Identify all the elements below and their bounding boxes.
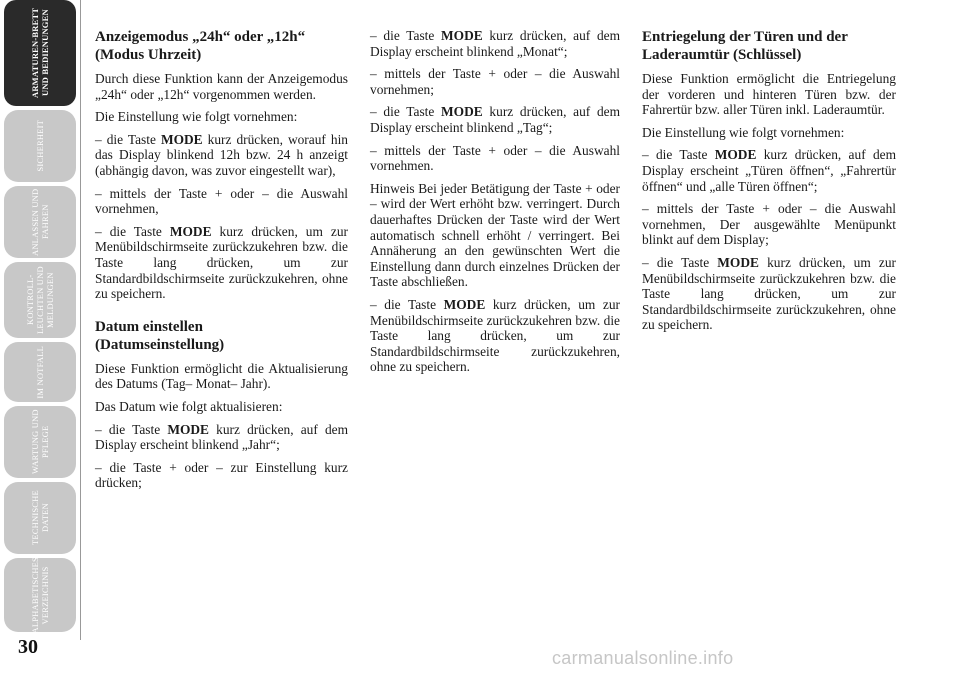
- step-text: kurz drücken, auf dem Display erscheint blinkend „Monat“;: [370, 28, 621, 59]
- step-text: kurz drücken, um zur Menübildschirmseite zurückzukehren bzw. die Taste lang drücken, um zur Standardbildschirmseite zurückzukehren, ohne zu speichern.: [642, 254, 896, 333]
- step-paragraph: [95, 224, 348, 302]
- heading-datum-line2: (Datumseinstellung): [95, 336, 225, 353]
- step-paragraph: [95, 422, 348, 453]
- paragraph: – mittels der Taste + oder – die Auswahl vornehmen, Der ausgewählte Menüpunkt blinkt auf dem Display;: [642, 201, 896, 248]
- step-text: kurz drücken, um zur Menübildschirmseite zurückzukehren bzw. die Taste lang drücken, um zur Standardbildschirmseite zurückzukehren, ohne zu speichern.: [370, 296, 621, 375]
- mode-key-label: MODE: [160, 131, 203, 147]
- tab-armaturenbrett[interactable]: [4, 0, 76, 106]
- heading-anzeigemodus-line2: (Modus Uhrzeit): [95, 47, 202, 63]
- paragraph: Diese Funktion ermöglicht die Aktualisierung des Datums (Tag– Monat– Jahr).: [95, 360, 348, 392]
- step-paragraph: [642, 255, 896, 333]
- tab-im-notfall-label: IM NOTFALL: [35, 345, 45, 399]
- paragraph: Diese Funktion ermöglicht die Entriegelung der vorderen und hinteren Türen bzw. der Fahrertür bzw. aller Türen inkl. Laderaumtür.: [642, 71, 896, 118]
- tab-technische-daten[interactable]: [4, 482, 76, 554]
- step-prefix: – die Taste: [95, 131, 161, 147]
- heading-datum: [95, 318, 348, 354]
- tab-anlassen[interactable]: [4, 186, 76, 258]
- paragraph: Die Einstellung wie folgt vornehmen:: [642, 124, 845, 140]
- heading-anzeigemodus-line1: Anzeigemodus „24h“ oder „12h“: [95, 29, 306, 45]
- mode-key-label: MODE: [169, 223, 212, 239]
- tab-sicherheit[interactable]: [4, 110, 76, 182]
- tab-wartung-label: WARTUNG UND PFLEGE: [30, 409, 50, 475]
- column-1: [95, 28, 348, 498]
- step-paragraph: [370, 28, 620, 59]
- step-text: kurz drücken, auf dem Display erscheint „Türen öffnen“, „Fahrertür öffnen“ und „alle Türen öffnen“;: [642, 147, 896, 194]
- step-text: kurz drücken, um zur Menübildschirmseite zurückzukehren bzw. die Taste lang drücken, um zur Standardbildschirmseite zurückzukehren, ohne zu speichern.: [95, 223, 348, 302]
- note-paragraph: Hinweis Bei jeder Betätigung der Taste + oder – wird der Wert erhöht bzw. verringert. Durch dauerhaftes Drücken der Taste wird der Wert automatisch schnell erhöht / verringert. Bei Annäherung an den gewünschten Wert die Einstellung dann durch einzelnes Drücken der Taste abschließen.: [370, 180, 620, 290]
- heading-datum-line1: Datum einstellen: [95, 318, 203, 335]
- step-paragraph: [370, 104, 620, 135]
- mode-key-label: MODE: [167, 421, 209, 437]
- paragraph: Durch diese Funktion kann der Anzeigemodus „24h“ oder „12h“ vorgenommen werden.: [95, 71, 348, 102]
- tab-verzeichnis[interactable]: [4, 558, 76, 632]
- mode-key-label: MODE: [441, 28, 483, 43]
- heading-anzeigemodus: [95, 28, 348, 64]
- step-prefix: – die Taste: [95, 421, 168, 437]
- chapter-tab-rail: [0, 0, 80, 677]
- heading-entriegelung: [642, 28, 896, 64]
- column-3: [642, 28, 896, 340]
- paragraph: – mittels der Taste + oder – die Auswahl vornehmen,: [95, 185, 348, 217]
- step-prefix: – die Taste: [370, 296, 444, 312]
- tab-sicherheit-label: SICHERHEIT: [35, 120, 45, 172]
- step-prefix: – die Taste: [95, 223, 170, 239]
- step-paragraph: [642, 147, 896, 194]
- step-paragraph: [95, 132, 348, 179]
- mode-key-label: MODE: [714, 147, 757, 163]
- step-text: kurz drücken, auf dem Display erscheint blinkend „Tag“;: [370, 104, 621, 135]
- tab-technische-daten-label: TECHNISCHE DATEN: [30, 490, 50, 546]
- tab-verzeichnis-label: ALPHABETISCHES VERZEICHNIS: [30, 556, 50, 634]
- heading-entriegelung-line1: Entriegelung der Türen und der: [642, 29, 848, 45]
- tab-anlassen-label: ANLASSEN UND FAHREN: [30, 188, 50, 256]
- step-prefix: – die Taste: [642, 254, 718, 270]
- step-text: kurz drücken, worauf hin das Display blinkend 12h bzw. 24 h anzeigt (abhängig davon, was zuvor eingestellt war),: [95, 131, 348, 178]
- step-prefix: – die Taste: [642, 147, 715, 163]
- tab-im-notfall[interactable]: [4, 342, 76, 402]
- mode-key-label: MODE: [441, 104, 483, 120]
- step-prefix: – die Taste: [370, 28, 442, 43]
- mode-key-label: MODE: [443, 296, 486, 312]
- step-paragraph: [370, 297, 620, 375]
- page-number: 30: [18, 636, 38, 658]
- watermark: carmanualsonline.info: [552, 648, 734, 668]
- mode-key-label: MODE: [717, 254, 759, 270]
- paragraph: – mittels der Taste + oder – die Auswahl vornehmen;: [370, 66, 620, 97]
- paragraph: Die Einstellung wie folgt vornehmen:: [95, 109, 298, 125]
- tab-kontrollleuchten-label: KONTROLL-LEUCHTEN UND MELDUNGEN: [25, 266, 55, 334]
- step-prefix: – die Taste: [370, 104, 442, 120]
- step-text: kurz drücken, auf dem Display erscheint blinkend „Jahr“;: [95, 421, 349, 453]
- tab-kontrollleuchten[interactable]: [4, 262, 76, 338]
- heading-entriegelung-line2: Laderaumtür (Schlüssel): [642, 47, 802, 63]
- rail-divider: [80, 0, 81, 640]
- paragraph: Das Datum wie folgt aktualisieren:: [95, 398, 283, 414]
- tab-armaturenbrett-label: ARMATUREN-BRETT UND BEDIENUNGEN: [30, 7, 50, 99]
- paragraph: – mittels der Taste + oder – die Auswahl vornehmen.: [370, 142, 620, 174]
- column-2: [370, 28, 620, 382]
- tab-wartung[interactable]: [4, 406, 76, 478]
- paragraph: – die Taste + oder – zur Einstellung kurz drücken;: [95, 459, 348, 491]
